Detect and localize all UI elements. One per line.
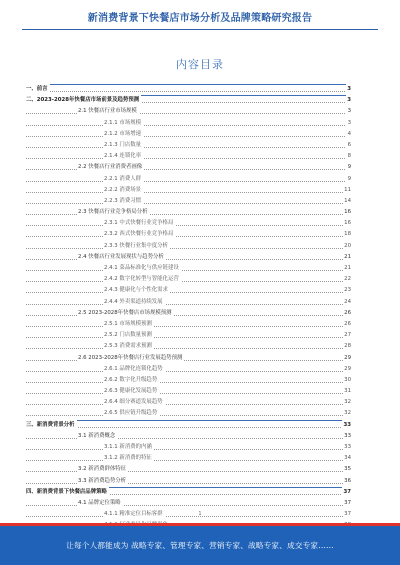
toc-entry-page: 32 (343, 408, 351, 419)
toc-entry[interactable] (26, 386, 351, 397)
toc-dot-leader (26, 360, 345, 361)
toc-dot-leader (26, 281, 345, 282)
toc-dot-leader (26, 337, 345, 338)
toc-dot-leader (26, 270, 345, 271)
toc-dot-leader (26, 225, 345, 226)
toc-entry[interactable] (26, 375, 351, 386)
toc-dot-leader (26, 169, 345, 170)
toc-dot-leader (26, 438, 345, 439)
toc-entry[interactable] (26, 353, 351, 364)
footer-slogan: 让每个人都能成为 战略专家、管理专家、营销专家、战略专家、成交专家…… (66, 541, 334, 550)
toc-entry-page: 18 (343, 229, 351, 240)
toc-entry-page: 35 (343, 464, 351, 475)
toc-entry[interactable] (26, 207, 351, 218)
toc-entry-page: 24 (343, 297, 351, 308)
toc-entry[interactable] (26, 442, 351, 453)
toc-entry[interactable] (26, 431, 351, 442)
toc-entry[interactable] (26, 408, 351, 419)
toc-entry-page: 37 (343, 509, 351, 520)
toc-entry-page: 26 (343, 319, 351, 330)
report-header (0, 0, 400, 30)
toc-entry-title: 2.2.3 消费习惯 (104, 196, 143, 207)
toc-dot-leader (26, 259, 345, 260)
toc-dot-leader (26, 449, 345, 450)
toc-entry-title: 2.1 快餐店行业市场规模 (78, 106, 139, 117)
toc-entry-title: 2.3.1 中式快餐行业竞争格局 (104, 218, 175, 229)
toc-dot-leader (26, 125, 345, 126)
toc-entry-page: 23 (343, 285, 351, 296)
toc-entry[interactable] (26, 297, 351, 308)
toc-entry-title: 2.4.4 外卖渠道持续发展 (104, 297, 165, 308)
toc-entry[interactable] (26, 95, 351, 106)
toc-entry-page: 9 (347, 162, 351, 173)
toc-entry-page: 28 (343, 341, 351, 352)
toc-entry-title: 2.6.4 细分赛道发展趋势 (104, 397, 165, 408)
toc-entry-page: 33 (343, 431, 351, 442)
toc-dot-leader (26, 460, 345, 461)
toc-entry[interactable] (26, 274, 351, 285)
toc-entry-page: 6 (347, 140, 351, 151)
toc-entry-page: 37 (342, 487, 351, 498)
toc-entry-title: 3.3 新消费趋势分析 (78, 476, 128, 487)
toc-dot-leader (26, 326, 345, 327)
toc-dot-leader (26, 158, 345, 159)
toc-entry-page: 29 (343, 364, 351, 375)
toc-entry-title: 2.3 快餐店行业竞争格局分析 (78, 207, 150, 218)
toc-entry-title: 2.2 快餐店行业消费者画像 (78, 162, 144, 173)
toc-entry[interactable] (26, 487, 351, 498)
toc-dot-leader (26, 292, 345, 293)
toc-entry[interactable] (26, 319, 351, 330)
toc-dot-leader (26, 236, 345, 237)
toc-entry-page: 9 (347, 174, 351, 185)
toc-dot-leader (26, 192, 345, 193)
report-title: 新消费背景下快餐店市场分析及品牌策略研究报告 (87, 13, 313, 24)
toc-dot-leader (26, 348, 345, 349)
toc-entry[interactable] (26, 118, 351, 129)
toc-entry-page: 36 (343, 476, 351, 487)
footer-accent-stripe (0, 523, 400, 526)
toc-entry-title: 2.4.1 菜品标准化与供应链建设 (104, 263, 181, 274)
toc-entry[interactable] (26, 196, 351, 207)
toc-entry-title: 3.1 新消费概念 (78, 431, 117, 442)
toc-entry-page: 33 (342, 420, 351, 431)
toc-dot-leader (26, 91, 345, 92)
toc-entry-title: 3.2 新消费群体特征 (78, 464, 128, 475)
toc-entry-page: 16 (343, 207, 351, 218)
toc-entry-title: 2.4.3 健康化与个性化需求 (104, 285, 170, 296)
toc-entry[interactable] (26, 263, 351, 274)
toc-entry-title: 2.1.1 市场规模 (104, 118, 143, 129)
toc-entry-title: 2.5 2023-2028年快餐店市场规模预测 (78, 308, 174, 319)
toc-entry[interactable] (26, 174, 351, 185)
toc-entry[interactable] (26, 129, 351, 140)
toc-entry[interactable] (26, 84, 351, 95)
toc-entry-title: 3.1.2 新消费的特征 (104, 453, 154, 464)
toc-dot-leader (26, 113, 345, 114)
toc-entry[interactable] (26, 140, 351, 151)
toc-entry-title: 2.5.2 门店数量预测 (104, 330, 154, 341)
toc-entry-title: 三、新消费背景分析 (26, 420, 77, 431)
toc-entry-title: 2.5.3 消费需求预测 (104, 341, 154, 352)
toc-entry-page: 3 (346, 95, 351, 106)
toc-entry-page: 14 (343, 196, 351, 207)
toc-heading: 内容目录 (176, 58, 224, 71)
table-of-contents (26, 84, 351, 532)
toc-entry[interactable] (26, 476, 351, 487)
toc-dot-leader (26, 315, 345, 316)
toc-dot-leader (26, 371, 345, 372)
toc-dot-leader (26, 483, 345, 484)
toc-entry-page: 16 (343, 218, 351, 229)
toc-dot-leader (26, 248, 345, 249)
toc-entry[interactable] (26, 308, 351, 319)
toc-entry[interactable] (26, 151, 351, 162)
toc-entry-page: 21 (343, 252, 351, 263)
toc-entry[interactable] (26, 218, 351, 229)
toc-entry-page: 31 (343, 386, 351, 397)
toc-entry-page: 20 (343, 241, 351, 252)
toc-entry-page: 3 (347, 118, 351, 129)
toc-entry-page: 3 (347, 106, 351, 117)
toc-entry-title: 2.4.2 数字化转型与智能化运营 (104, 274, 181, 285)
toc-entry-title: 二、2023-2028年快餐店市场前景及趋势预测 (26, 95, 141, 106)
toc-dot-leader (26, 382, 345, 383)
toc-entry[interactable] (26, 341, 351, 352)
toc-entry-title: 2.6 2023-2028年快餐店行业发展趋势预测 (78, 353, 184, 364)
header-divider (22, 29, 378, 30)
toc-entry-page: 4 (347, 129, 351, 140)
toc-entry-title: 4.1.1 精准定位目标客群 (104, 509, 165, 520)
toc-entry-title: 2.2.1 消费人群 (104, 174, 143, 185)
toc-entry[interactable] (26, 364, 351, 375)
toc-entry[interactable] (26, 252, 351, 263)
toc-entry-title: 2.6.1 品牌化连锁化趋势 (104, 364, 165, 375)
toc-entry-title: 一、前言 (26, 84, 50, 95)
toc-entry-page: 29 (343, 353, 351, 364)
toc-entry-title: 2.3.3 快餐行业集中度分析 (104, 241, 170, 252)
toc-dot-leader (26, 304, 345, 305)
toc-entry-page: 22 (343, 274, 351, 285)
toc-dot-leader (26, 393, 345, 394)
toc-entry[interactable] (26, 397, 351, 408)
toc-dot-leader (26, 203, 345, 204)
toc-entry-title: 2.2.2 消费场景 (104, 185, 143, 196)
toc-entry[interactable] (26, 229, 351, 240)
toc-entry[interactable] (26, 453, 351, 464)
page-number: 1 (198, 511, 202, 517)
toc-entry-page: 33 (343, 442, 351, 453)
toc-entry[interactable] (26, 330, 351, 341)
toc-entry-title: 2.6.2 数字化升级趋势 (104, 375, 159, 386)
toc-entry-page: 11 (343, 185, 351, 196)
toc-entry[interactable] (26, 162, 351, 173)
toc-entry-title: 2.6.5 供应链升级趋势 (104, 408, 159, 419)
toc-dot-leader (26, 181, 345, 182)
toc-entry-page: 8 (347, 151, 351, 162)
toc-dot-leader (26, 505, 345, 506)
toc-dot-leader (26, 214, 345, 215)
toc-entry[interactable] (26, 498, 351, 509)
toc-entry-page: 37 (343, 498, 351, 509)
toc-entry[interactable] (26, 241, 351, 252)
toc-entry-page: 26 (343, 308, 351, 319)
toc-entry[interactable] (26, 420, 351, 431)
toc-entry-title: 2.1.3 门店数量 (104, 140, 143, 151)
toc-entry-title: 2.6.3 健康化发展趋势 (104, 386, 159, 397)
toc-dot-leader (26, 471, 345, 472)
toc-entry-page: 32 (343, 397, 351, 408)
toc-entry-title: 2.4 快餐店行业发展现状与趋势分析 (78, 252, 166, 263)
toc-entry[interactable] (26, 185, 351, 196)
toc-entry[interactable] (26, 106, 351, 117)
toc-entry-title: 四、新消费背景下快餐店品牌策略 (26, 487, 109, 498)
toc-entry-page: 34 (343, 453, 351, 464)
toc-entry-page: 3 (346, 84, 351, 95)
toc-dot-leader (26, 147, 345, 148)
toc-dot-leader (26, 415, 345, 416)
toc-entry-title: 2.1.4 连锁化率 (104, 151, 143, 162)
toc-dot-leader (26, 404, 345, 405)
toc-entry-title: 2.3.2 西式快餐行业竞争格局 (104, 229, 175, 240)
toc-entry-page: 27 (343, 330, 351, 341)
toc-entry-title: 2.5.1 市场规模预测 (104, 319, 154, 330)
toc-entry[interactable] (26, 285, 351, 296)
toc-dot-leader (26, 136, 345, 137)
toc-entry-title: 2.1.2 市场增速 (104, 129, 143, 140)
toc-entry-page: 21 (343, 263, 351, 274)
toc-entry-title: 3.1.1 新消费的内涵 (104, 442, 154, 453)
toc-entry-page: 30 (343, 375, 351, 386)
toc-entry-title: 4.1 品牌定位策略 (78, 498, 123, 509)
toc-entry[interactable] (26, 464, 351, 475)
